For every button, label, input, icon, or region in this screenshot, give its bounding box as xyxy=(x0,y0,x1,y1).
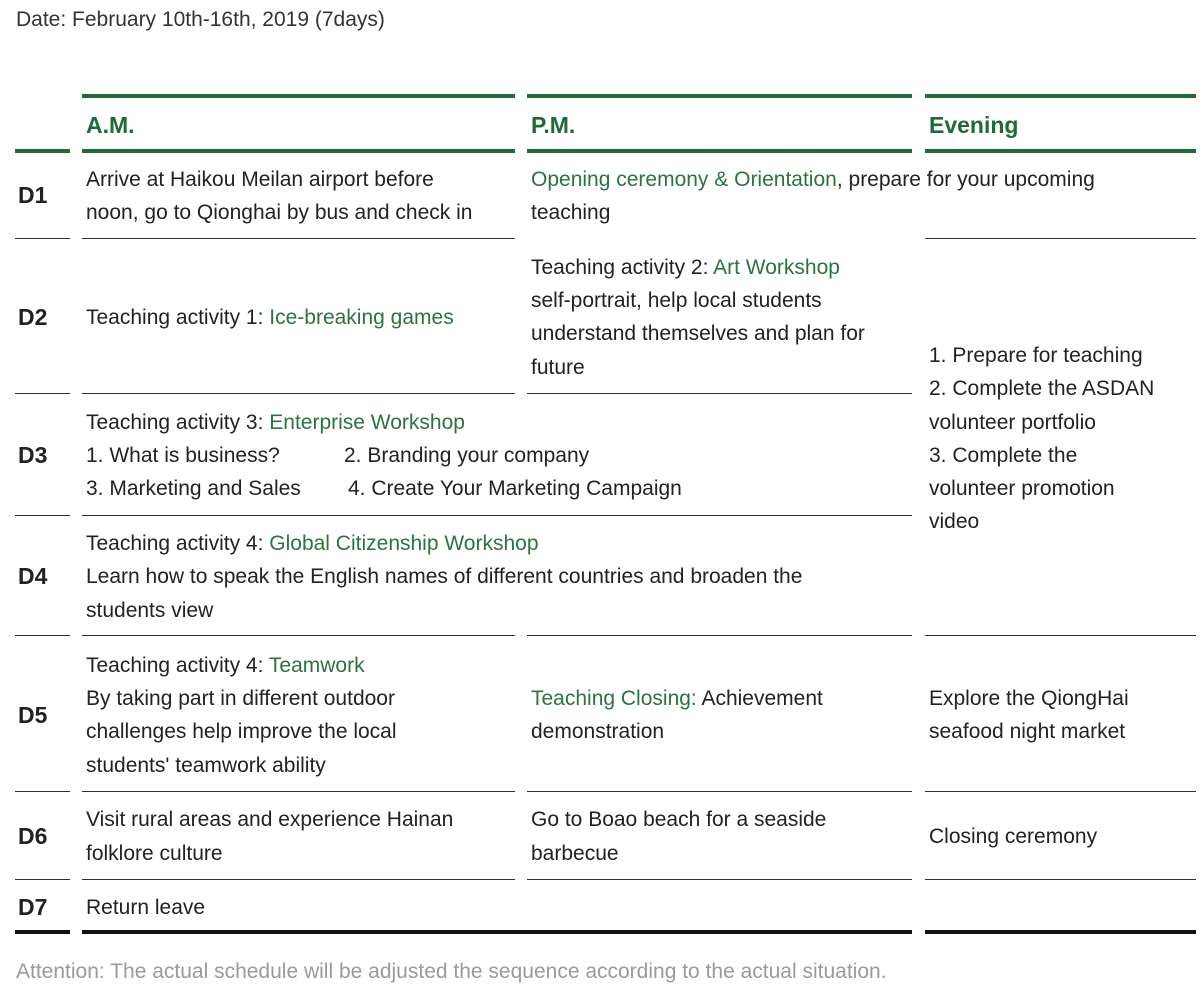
d4-prefix: Teaching activity 4: xyxy=(86,532,270,555)
day-label-d3: D3 xyxy=(18,442,48,468)
evening-line3: volunteer portfolio xyxy=(929,411,1096,434)
day-label-d6: D6 xyxy=(18,823,48,849)
bottom-rule-evening xyxy=(925,930,1196,934)
d6-rule-am xyxy=(82,879,515,880)
d6-rule-pm xyxy=(527,879,912,880)
d2-pm-highlight: Art Workshop xyxy=(713,256,840,279)
day-label-d1: D1 xyxy=(18,182,48,208)
d2-rule-pm xyxy=(527,393,912,394)
d7-am: Return leave xyxy=(86,896,206,919)
d2-rule-am xyxy=(82,393,515,394)
d2-pm-prefix: Teaching activity 2: xyxy=(531,256,714,279)
d5-am-line2: By taking part in different outdoor xyxy=(86,687,395,710)
d5-am-line1 xyxy=(86,649,365,682)
d5-eve-line2: seafood night market xyxy=(929,720,1126,743)
evening-line2: 2. Complete the ASDAN xyxy=(929,377,1155,400)
d6-rule-evening xyxy=(925,879,1196,880)
d1-rule-am xyxy=(82,238,515,239)
d1-pm-rest: , prepare for your upcoming xyxy=(836,168,1095,191)
d2-am-highlight: Ice-breaking games xyxy=(269,306,454,329)
day-label-d7: D7 xyxy=(18,894,48,920)
d5-rule-pm xyxy=(527,791,912,792)
d2-pm-line2: self-portrait, help local students xyxy=(531,289,822,312)
d4-highlight: Global Citizenship Workshop xyxy=(269,532,539,555)
d3-item2: 2. Branding your company xyxy=(344,444,590,467)
d5-rule-evening xyxy=(925,791,1196,792)
header-pm: P.M. xyxy=(531,112,576,138)
d3-rule-day xyxy=(15,515,70,516)
d5-am-highlight: Teamwork xyxy=(268,654,365,677)
d4-line1 xyxy=(86,527,539,560)
d6-eve: Closing ceremony xyxy=(929,825,1098,848)
d5-rule-am xyxy=(82,791,515,792)
d2-pm-line3: understand themselves and plan for xyxy=(531,322,865,345)
header-bottom-rule-evening xyxy=(925,149,1196,153)
bottom-rule-ampm xyxy=(82,930,912,934)
day-label-d5: D5 xyxy=(18,702,48,728)
d2-am-prefix: Teaching activity 1: xyxy=(86,306,270,329)
d5-pm-line1 xyxy=(531,682,823,715)
d5-eve-line1: Explore the QiongHai xyxy=(929,687,1129,710)
d1-pm-line1 xyxy=(531,163,1095,196)
header-am: A.M. xyxy=(86,112,135,138)
d2-pm-line1 xyxy=(531,251,840,284)
header-top-rule-pm xyxy=(527,94,912,98)
d5-am-prefix: Teaching activity 4: xyxy=(86,654,269,677)
day-label-d2: D2 xyxy=(18,304,48,330)
evening-line6: video xyxy=(929,510,980,533)
header-evening: Evening xyxy=(929,112,1019,138)
d5-pm-rest: Achievement xyxy=(696,687,823,710)
d3-item3: 3. Marketing and Sales xyxy=(86,477,301,500)
d4-rule-evening xyxy=(925,635,1196,636)
d2-pm-line4: future xyxy=(531,356,585,379)
d5-rule-day xyxy=(15,791,70,792)
d5-am-line3: challenges help improve the local xyxy=(86,720,397,743)
d6-am-line2: folklore culture xyxy=(86,842,223,865)
d5-pm-highlight: Teaching Closing: xyxy=(531,687,697,710)
d1-am-line2: noon, go to Qionghai by bus and check in xyxy=(86,201,473,224)
d6-am-line1: Visit rural areas and experience Hainan xyxy=(86,808,454,831)
header-top-rule-am xyxy=(82,94,515,98)
d3-highlight: Enterprise Workshop xyxy=(269,411,465,434)
d2-rule-day xyxy=(15,393,70,394)
schedule-date: Date: February 10th-16th, 2019 (7days) xyxy=(16,8,385,31)
d1-pm-highlight: Opening ceremony & Orientation xyxy=(531,168,837,191)
header-bottom-rule-day xyxy=(15,149,70,153)
d1-pm-line2: teaching xyxy=(531,201,611,224)
d6-pm-line1: Go to Boao beach for a seaside xyxy=(531,808,827,831)
d3-rule-ampm xyxy=(82,515,912,516)
evening-line5: volunteer promotion xyxy=(929,477,1115,500)
header-bottom-rule-am xyxy=(82,149,515,153)
d2-am xyxy=(86,301,454,334)
header-bottom-rule-pm xyxy=(527,149,912,153)
d1-am-line1: Arrive at Haikou Meilan airport before xyxy=(86,168,434,191)
d4-line3: students view xyxy=(86,599,214,622)
d3-item4: 4. Create Your Marketing Campaign xyxy=(348,477,682,500)
d5-am-line4: students' teamwork ability xyxy=(86,754,326,777)
day-label-d4: D4 xyxy=(18,563,48,589)
d4-rule-day xyxy=(15,635,70,636)
bottom-rule-day xyxy=(15,930,70,934)
d6-rule-day xyxy=(15,879,70,880)
d1-rule-day xyxy=(15,238,70,239)
d3-line1 xyxy=(86,406,465,439)
d4-rule-am xyxy=(82,635,515,636)
d1-rule-evening xyxy=(925,238,1196,239)
d4-line2: Learn how to speak the English names of different countries and broaden the xyxy=(86,565,803,588)
d6-pm-line2: barbecue xyxy=(531,842,619,865)
header-top-rule-evening xyxy=(925,94,1196,98)
d3-prefix: Teaching activity 3: xyxy=(86,411,270,434)
evening-line1: 1. Prepare for teaching xyxy=(929,344,1143,367)
d5-pm-line2: demonstration xyxy=(531,720,665,743)
evening-line4: 3. Complete the xyxy=(929,444,1078,467)
attention-note: Attention: The actual schedule will be adjusted the sequence according to the actual situation. xyxy=(16,960,887,983)
d3-item1: 1. What is business? xyxy=(86,444,280,467)
d4-rule-pm xyxy=(527,635,912,636)
